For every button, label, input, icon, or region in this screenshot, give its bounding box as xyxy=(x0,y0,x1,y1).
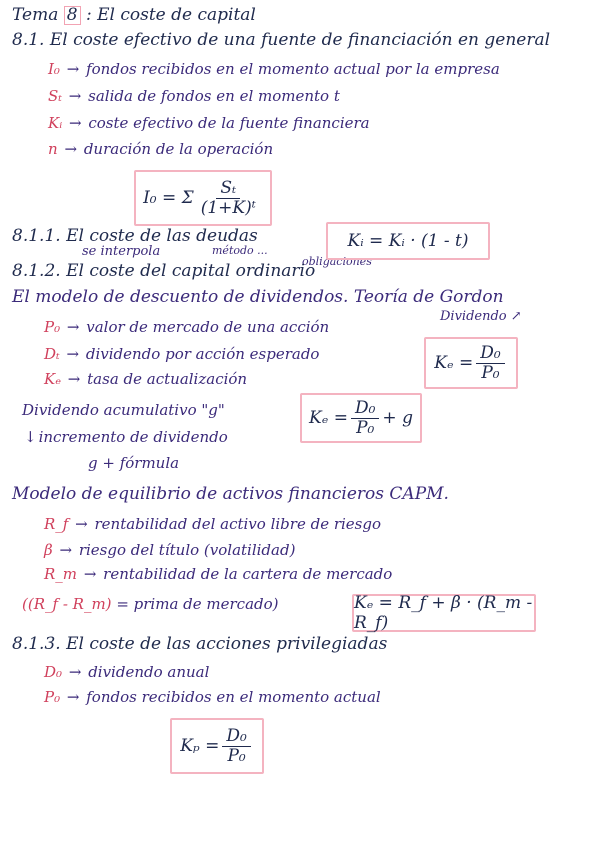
arrow-icon: → xyxy=(75,515,88,533)
def-symbol: I₀ xyxy=(48,60,60,78)
section-8-1-3: 8.1.3. El coste de las acciones privilegiadas xyxy=(12,634,388,654)
def-text: rentabilidad del activo libre de riesgo xyxy=(94,515,382,533)
formula-box-ke-g xyxy=(300,393,422,443)
dividendo-acumulativo: Dividendo acumulativo "g" xyxy=(22,401,225,419)
formula-fraction xyxy=(476,344,504,382)
fraction-numerator: D₀ xyxy=(222,727,250,747)
formula-box-capm xyxy=(352,594,536,632)
def-symbol: Kᵢ xyxy=(48,114,63,132)
g-formula: g + fórmula xyxy=(88,454,180,472)
section-8-1: 8.1. El coste efectivo de una fuente de financiación en general xyxy=(12,30,551,50)
def-row xyxy=(44,543,295,558)
incremento-text: incremento de dividendo xyxy=(38,428,228,446)
title-prefix: Tema xyxy=(12,5,59,25)
note-metodo: método ... xyxy=(212,244,268,257)
fraction-denominator: P₀ xyxy=(356,417,375,438)
def-symbol: P₀ xyxy=(44,688,61,706)
section-8-1-2: 8.1.2. El coste del capital ordinario xyxy=(12,261,316,281)
arrow-icon: → xyxy=(66,688,80,706)
arrow-icon: → xyxy=(66,60,80,78)
def-text: riesgo del título (volatilidad) xyxy=(78,541,296,559)
fraction-denominator: P₀ xyxy=(227,745,246,766)
arrow-icon: → xyxy=(66,318,80,336)
def-row xyxy=(44,320,329,335)
formula-deuda: Kᵢ = Kᵢ · (1 - t) xyxy=(347,231,469,251)
page-title xyxy=(12,6,256,25)
gordon-heading: El modelo de descuento de dividendos. Teoría de Gordon xyxy=(12,287,504,307)
note-obligaciones: obligaciones xyxy=(302,255,372,268)
note-interpola: se interpola xyxy=(82,244,161,259)
arrow-icon: → xyxy=(59,541,73,559)
def-symbol: D₀ xyxy=(44,663,63,681)
def-symbol: R_m xyxy=(44,565,78,583)
def-text: rentabilidad de la cartera de mercado xyxy=(103,565,393,583)
def-symbol: Kₑ xyxy=(44,370,62,388)
arrow-icon: → xyxy=(83,565,97,583)
fraction-numerator: Sₜ xyxy=(216,179,240,199)
fraction-denominator: (1+K)ᵗ xyxy=(200,197,256,218)
formula-box-deuda xyxy=(326,222,490,260)
formula-box-ke xyxy=(424,337,518,389)
arrow-icon: → xyxy=(64,140,78,158)
formula-fraction xyxy=(351,399,379,437)
def-row xyxy=(44,517,381,532)
prima-text: = prima de mercado) xyxy=(116,595,279,613)
def-row xyxy=(44,347,319,362)
incremento-dividendo xyxy=(22,430,228,445)
formula-lhs: I₀ = Σ xyxy=(143,188,194,208)
prima-expr: ((R_f - R_m) xyxy=(22,595,112,613)
formula-lhs: Kₑ = xyxy=(309,408,348,428)
def-symbol: β xyxy=(44,541,53,559)
section-8-1-1: 8.1.1. El coste de las deudas xyxy=(12,226,258,246)
gordon-note: Dividendo ↗ xyxy=(440,309,522,324)
formula-lhs: Kₑ = xyxy=(434,353,474,373)
def-text: tasa de actualización xyxy=(87,370,248,388)
def-text: dividendo anual xyxy=(88,663,210,681)
fraction-numerator: D₀ xyxy=(351,399,379,419)
def-text: salida de fondos en el momento t xyxy=(88,87,340,105)
def-row xyxy=(44,372,247,387)
def-symbol: Dₜ xyxy=(44,345,60,363)
formula-lhs: Kₚ = xyxy=(180,736,220,756)
def-row xyxy=(44,690,381,705)
def-row xyxy=(44,567,392,582)
def-symbol: R_f xyxy=(44,515,69,533)
def-symbol: n xyxy=(48,140,58,158)
prima-mercado xyxy=(22,597,279,612)
def-text: fondos recibidos en el momento actual xyxy=(86,688,381,706)
def-text: coste efectivo de la fuente financiera xyxy=(88,114,370,132)
def-row xyxy=(48,116,370,131)
formula-fraction xyxy=(197,179,260,217)
def-symbol: P₀ xyxy=(44,318,61,336)
arrow-icon: → xyxy=(67,370,81,388)
arrow-icon: → xyxy=(66,345,80,363)
def-row xyxy=(48,62,500,77)
formula-capm: Kₑ = R_f + β · (R_m - R_f) xyxy=(354,593,533,633)
arrow-icon: → xyxy=(69,114,82,132)
formula-box-ci xyxy=(134,170,272,226)
fraction-denominator: P₀ xyxy=(481,362,500,383)
fraction-numerator: D₀ xyxy=(476,344,504,364)
def-text: fondos recibidos en el momento actual por la empresa xyxy=(86,60,500,78)
title-rest: : El coste de capital xyxy=(85,5,256,25)
formula-fraction xyxy=(222,727,250,765)
def-text: duración de la operación xyxy=(83,140,274,158)
def-row xyxy=(44,665,209,680)
arrow-icon: → xyxy=(68,663,82,681)
def-row xyxy=(48,142,273,157)
formula-tail: + g xyxy=(382,408,413,428)
arrow-down-icon: ↓ xyxy=(24,428,37,446)
def-text: valor de mercado de una acción xyxy=(86,318,330,336)
title-number: 8 xyxy=(64,6,81,25)
arrow-icon: → xyxy=(68,87,82,105)
formula-box-kp xyxy=(170,718,264,774)
capm-heading: Modelo de equilibrio de activos financieros CAPM. xyxy=(12,484,449,504)
def-symbol: Sₜ xyxy=(48,87,62,105)
def-text: dividendo por acción esperado xyxy=(85,345,320,363)
def-row xyxy=(48,89,340,104)
